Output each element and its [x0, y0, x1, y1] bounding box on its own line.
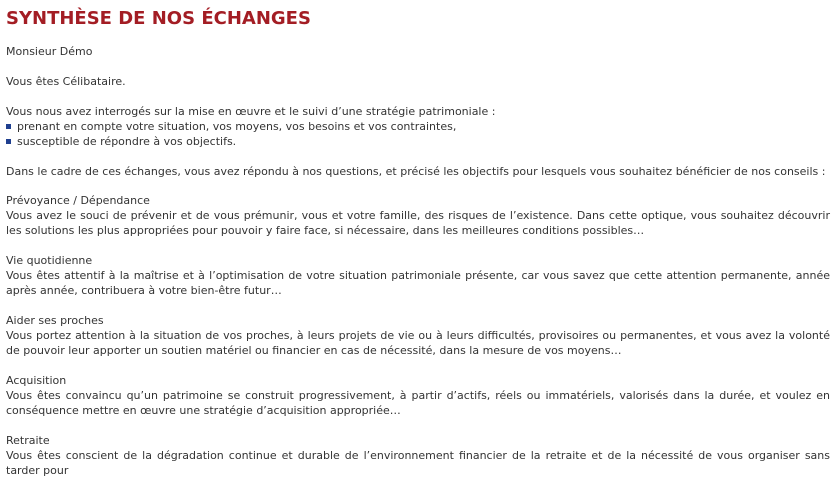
list-item-text: prenant en compte votre situation, vos moyens, vos besoins et vos contraintes, [17, 120, 457, 133]
square-bullet-icon [6, 139, 11, 144]
objective-prevoyance [6, 193, 830, 238]
intro-text: Vous nous avez interrogés sur la mise en œuvre et le suivi d’une stratégie patrimoniale : [6, 105, 496, 118]
objective-title: Acquisition [6, 374, 67, 387]
context-text: Dans le cadre de ces échanges, vous avez répondu à nos questions, et précisé les objectifs pour lesquels vous souhaitez bénéficier de nos conseils : [6, 165, 826, 178]
objective-title: Aider ses proches [6, 314, 104, 327]
objective-description: Vous êtes convaincu qu’un patrimoine se construit progressivement, à partir d’actifs, réels ou immatériels, valorisés dans la durée, et voulez en conséquence mettre en œuvre une stratégie d’acquisition appropriée… [6, 389, 830, 417]
salutation: Monsieur Démo [6, 45, 93, 58]
square-bullet-icon [6, 124, 11, 129]
intro-block [6, 104, 830, 149]
objective-acquisition [6, 373, 830, 418]
list-item-text: susceptible de répondre à vos objectifs. [17, 135, 237, 148]
objective-description: Vous avez le souci de prévenir et de vous prémunir, vous et votre famille, des risques de l’existence. Dans cette optique, vous souhaitez découvrir les solutions les plus appropriées pour pouvoir y faire face, si nécessaire, dans les meilleures conditions possibles… [6, 209, 830, 237]
objective-vie-quotidienne [6, 253, 830, 298]
objective-aider-proches [6, 313, 830, 358]
intro-bullet-list [6, 119, 830, 149]
objective-description: Vous êtes attentif à la maîtrise et à l’optimisation de votre situation patrimoniale présente, car vous savez que cette attention permanente, année après année, contribuera à votre bien-être futur… [6, 269, 830, 297]
list-item [6, 134, 830, 149]
objective-title: Retraite [6, 434, 50, 447]
objective-description: Vous êtes conscient de la dégradation continue et durable de l’environnement financier de la retraite et de la nécessité de vous organiser sans tarder pour [6, 449, 830, 477]
objective-title: Prévoyance / Dépendance [6, 194, 150, 207]
objective-description: Vous portez attention à la situation de vos proches, à leurs projets de vie ou à leurs difficultés, provisoires ou permanentes, et vous avez la volonté de pouvoir leur apporter un soutien matériel ou financier en cas de nécessité, dans la mesure de vos moyens… [6, 329, 830, 357]
list-item [6, 119, 830, 134]
page-title: SYNTHÈSE DE NOS ÉCHANGES [6, 8, 311, 29]
objective-retraite [6, 433, 830, 478]
family-situation: Vous êtes Célibataire. [6, 75, 126, 88]
objective-title: Vie quotidienne [6, 254, 93, 267]
